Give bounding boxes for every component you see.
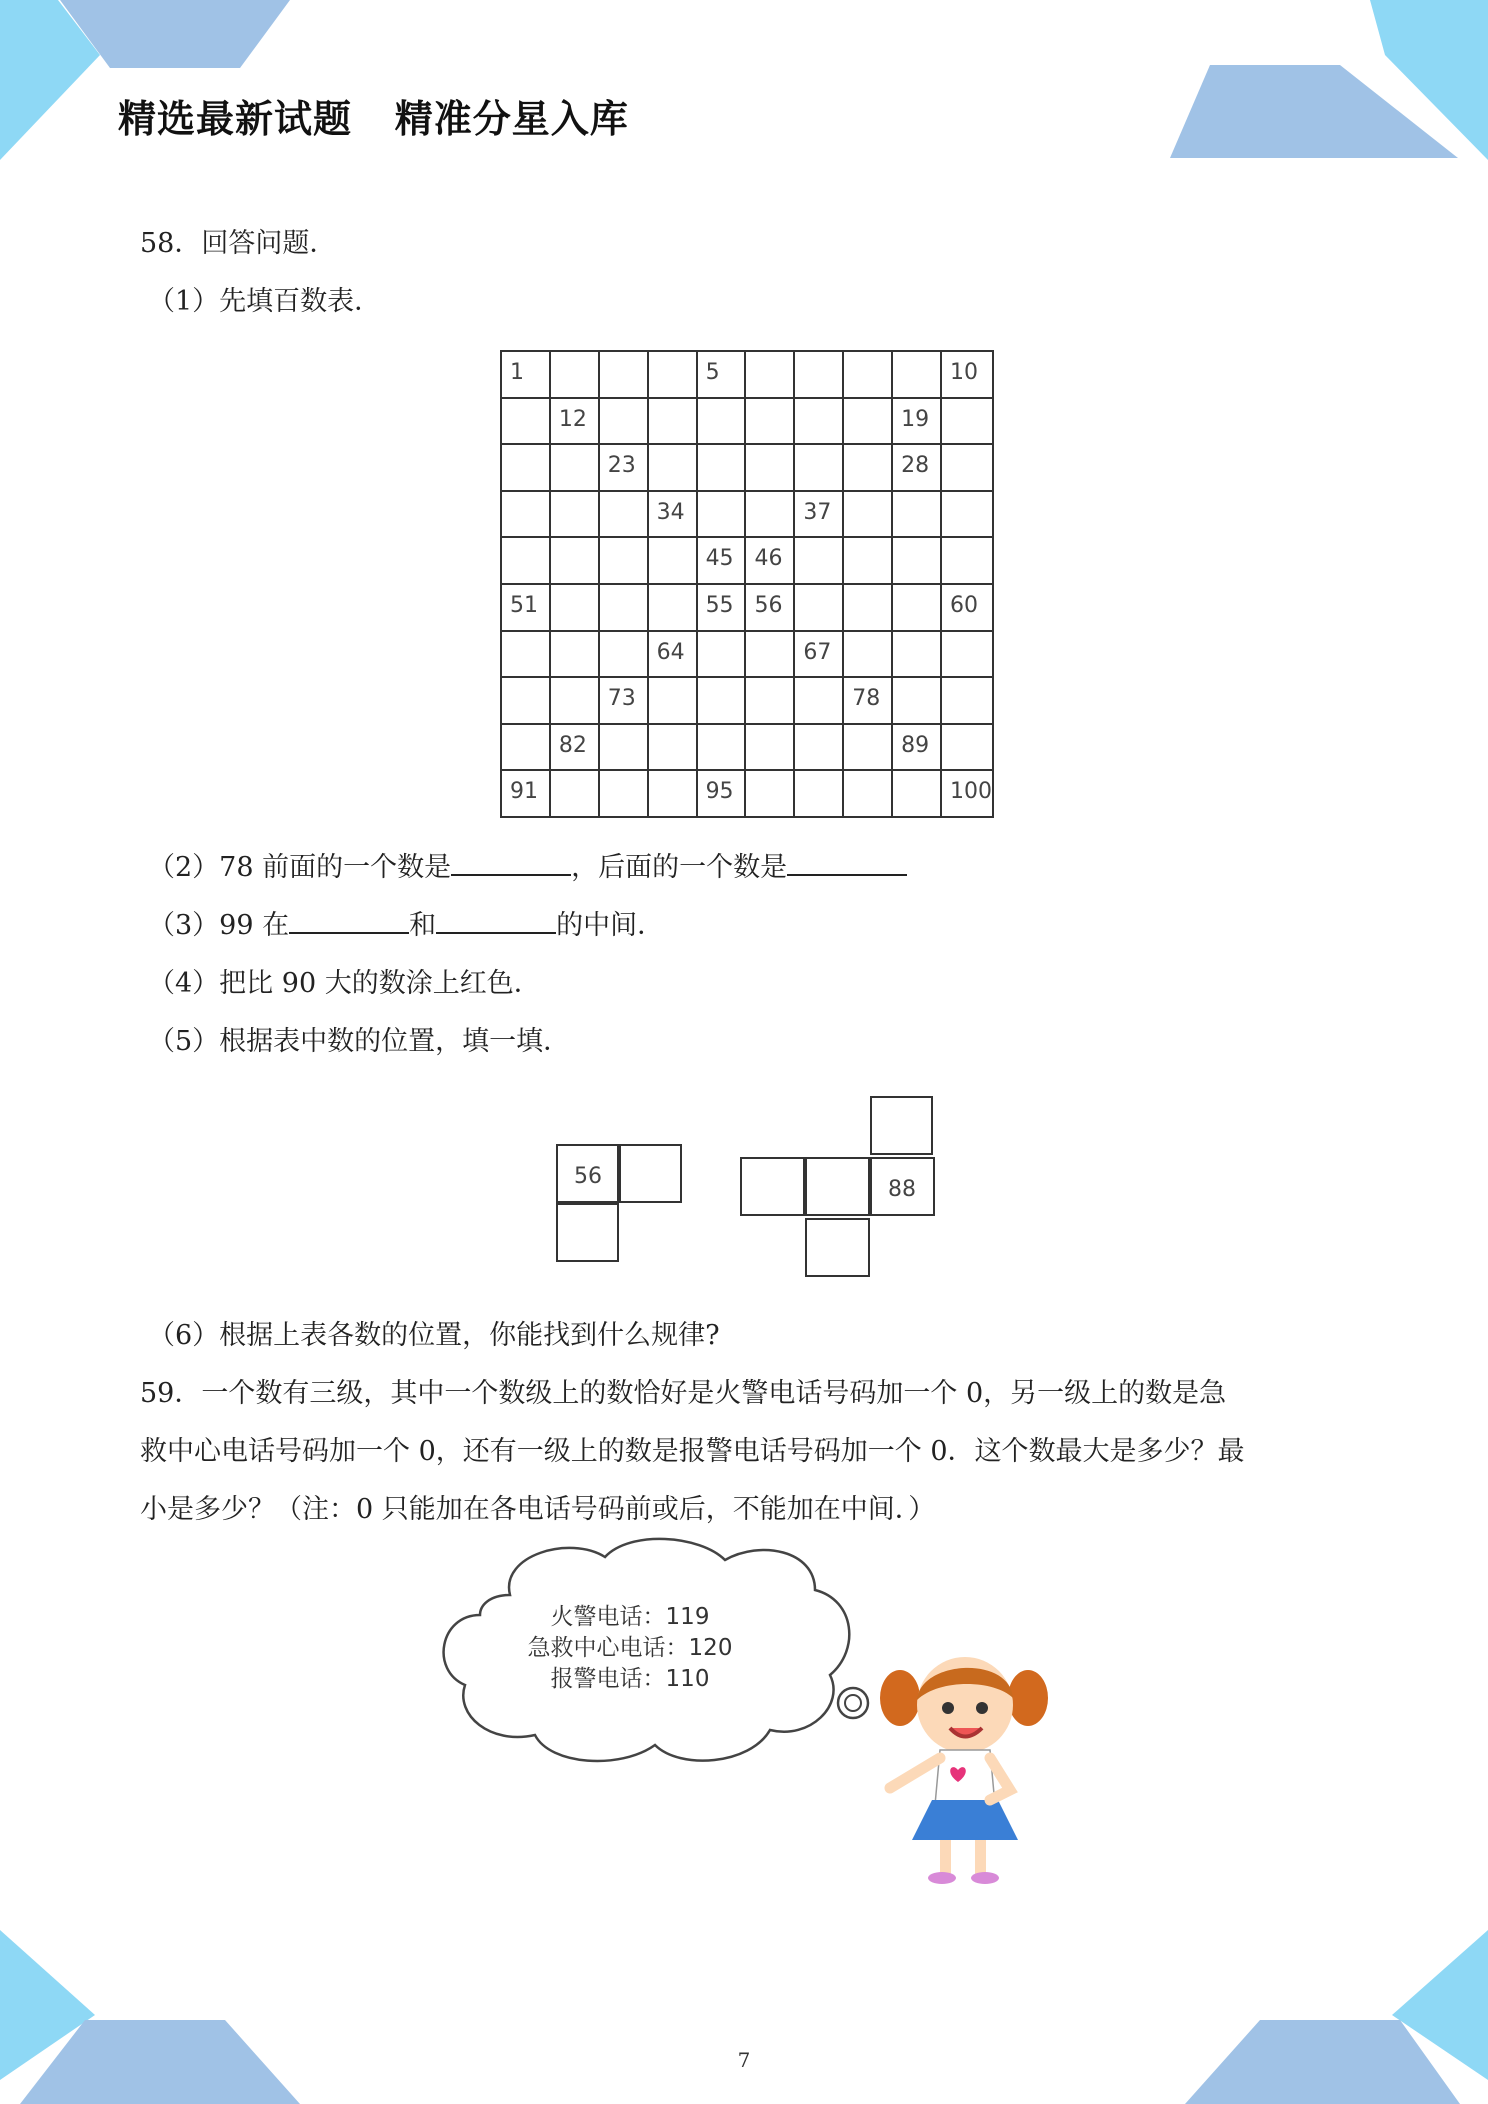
hundred-table-empty-cell[interactable] — [550, 491, 599, 538]
q58-part3-text-b: 和 — [409, 910, 437, 941]
hundred-table-empty-cell[interactable] — [648, 398, 697, 445]
hundred-table-empty-cell[interactable] — [697, 398, 746, 445]
hundred-table-empty-cell[interactable] — [697, 444, 746, 491]
hundred-table — [500, 350, 994, 818]
thought-bubble-text — [515, 1602, 745, 1695]
hundred-table-empty-cell[interactable] — [843, 770, 892, 817]
hundred-table-cell: 91 — [501, 770, 550, 817]
hundred-table-empty-cell[interactable] — [745, 631, 794, 678]
hundred-table-empty-cell[interactable] — [550, 584, 599, 631]
hundred-table-empty-cell[interactable] — [697, 491, 746, 538]
hundred-table-empty-cell[interactable] — [843, 351, 892, 398]
bottom-right-decoration — [1160, 1930, 1488, 2104]
page-number: 7 — [737, 2048, 751, 2072]
answer-blank-99-right[interactable] — [436, 906, 556, 934]
hundred-table-cell: 45 — [697, 537, 746, 584]
q58-part1: （1）先填百数表． — [148, 286, 382, 317]
answer-blank-99-left[interactable] — [289, 906, 409, 934]
hundred-table-empty-cell[interactable] — [648, 677, 697, 724]
hundred-table-empty-cell[interactable] — [745, 351, 794, 398]
hundred-table-empty-cell[interactable] — [501, 677, 550, 724]
q58-part3-text-a: （3）99 在 — [148, 910, 290, 941]
q58-part4: （4）把比 90 大的数涂上红色． — [148, 968, 541, 999]
hundred-table-empty-cell[interactable] — [599, 724, 648, 771]
figure-cell-blank[interactable] — [740, 1157, 805, 1216]
q58-part2 — [148, 848, 907, 888]
answer-blank-after-78[interactable] — [787, 848, 907, 876]
q58-part3-text-c: 的中间． — [556, 910, 665, 941]
bubble-line-fire: 火警电话：119 — [550, 1604, 710, 1630]
hundred-table-cell: 67 — [794, 631, 843, 678]
hundred-table-empty-cell[interactable] — [745, 770, 794, 817]
figure-value-88: 88 — [888, 1177, 916, 1202]
hundred-table-cell: 28 — [892, 444, 941, 491]
hundred-table-empty-cell[interactable] — [941, 537, 993, 584]
hundred-table-empty-cell[interactable] — [843, 444, 892, 491]
hundred-table-empty-cell[interactable] — [745, 491, 794, 538]
hundred-table-row — [501, 444, 993, 491]
hundred-table-cell: 89 — [892, 724, 941, 771]
answer-blank-before-78[interactable] — [451, 848, 571, 876]
hundred-table-empty-cell[interactable] — [501, 444, 550, 491]
hundred-table-cell: 34 — [648, 491, 697, 538]
girl-illustration — [870, 1650, 1060, 1890]
bottom-left-decoration — [0, 1930, 320, 2104]
hundred-table-empty-cell[interactable] — [599, 537, 648, 584]
hundred-table-empty-cell[interactable] — [648, 724, 697, 771]
hundred-table-cell: 10 — [941, 351, 993, 398]
hundred-table-empty-cell[interactable] — [501, 491, 550, 538]
hundred-table-empty-cell[interactable] — [892, 584, 941, 631]
hundred-table-empty-cell[interactable] — [941, 444, 993, 491]
bubble-line-police: 报警电话：110 — [550, 1666, 710, 1692]
hundred-table-empty-cell[interactable] — [599, 398, 648, 445]
figure-cell-blank[interactable] — [619, 1144, 682, 1203]
hundred-table-empty-cell[interactable] — [794, 724, 843, 771]
hundred-table-cell: 5 — [697, 351, 746, 398]
q59-line3: 小是多少？（注：0 只能加在各电话号码前或后，不能加在中间．） — [140, 1494, 936, 1525]
bubble-line-ambulance: 急救中心电话：120 — [527, 1635, 733, 1661]
hundred-table-empty-cell[interactable] — [648, 537, 697, 584]
hundred-table-empty-cell[interactable] — [843, 398, 892, 445]
figure-cell-88 — [870, 1157, 935, 1216]
hundred-table-cell: 1 — [501, 351, 550, 398]
figure-cell-blank[interactable] — [805, 1157, 870, 1216]
hundred-table-empty-cell[interactable] — [941, 491, 993, 538]
hundred-table-empty-cell[interactable] — [550, 677, 599, 724]
q58-part2-text-b: ，后面的一个数是 — [571, 852, 788, 883]
hundred-table-cell: 100 — [941, 770, 993, 817]
hundred-table-cell: 82 — [550, 724, 599, 771]
hundred-table-empty-cell[interactable] — [550, 444, 599, 491]
hundred-table-cell: 46 — [745, 537, 794, 584]
hundred-table-cell: 78 — [843, 677, 892, 724]
hundred-table-row — [501, 677, 993, 724]
hundred-table-cell: 23 — [599, 444, 648, 491]
hundred-table-empty-cell[interactable] — [745, 444, 794, 491]
figure-cell-56 — [556, 1144, 619, 1203]
hundred-table-empty-cell[interactable] — [892, 677, 941, 724]
hundred-table-row — [501, 631, 993, 678]
hundred-table-cell: 64 — [648, 631, 697, 678]
hundred-table-empty-cell[interactable] — [648, 584, 697, 631]
hundred-table-empty-cell[interactable] — [745, 677, 794, 724]
hundred-table-empty-cell[interactable] — [941, 398, 993, 445]
hundred-table-empty-cell[interactable] — [794, 398, 843, 445]
hundred-table-row — [501, 351, 993, 398]
hundred-table-cell: 95 — [697, 770, 746, 817]
figure-cell-blank[interactable] — [805, 1218, 870, 1277]
hundred-table-empty-cell[interactable] — [599, 584, 648, 631]
figure-cell-blank[interactable] — [556, 1203, 619, 1262]
hundred-table-cell: 60 — [941, 584, 993, 631]
hundred-table-empty-cell[interactable] — [843, 491, 892, 538]
hundred-table-row — [501, 491, 993, 538]
hundred-table-empty-cell[interactable] — [843, 724, 892, 771]
q58-title: 58．回答问题． — [140, 228, 337, 259]
hundred-table-empty-cell[interactable] — [501, 724, 550, 771]
hundred-table-empty-cell[interactable] — [697, 631, 746, 678]
q58-part3 — [148, 906, 664, 946]
hundred-table-empty-cell[interactable] — [892, 351, 941, 398]
hundred-table-empty-cell[interactable] — [794, 444, 843, 491]
hundred-table-cell: 19 — [892, 398, 941, 445]
hundred-table-empty-cell[interactable] — [550, 770, 599, 817]
hundred-table-empty-cell[interactable] — [794, 584, 843, 631]
hundred-table-cell: 51 — [501, 584, 550, 631]
hundred-table-empty-cell[interactable] — [843, 537, 892, 584]
hundred-table-empty-cell[interactable] — [794, 537, 843, 584]
hundred-table-cell: 73 — [599, 677, 648, 724]
q59-line1: 59．一个数有三级，其中一个数级上的数恰好是火警电话号码加一个 0，另一级上的数是急 — [140, 1378, 1227, 1409]
hundred-table-empty-cell[interactable] — [550, 537, 599, 584]
q58-part2-text-a: （2）78 前面的一个数是 — [148, 852, 452, 883]
hundred-table-empty-cell[interactable] — [599, 351, 648, 398]
hundred-table-empty-cell[interactable] — [794, 677, 843, 724]
hundred-table-empty-cell[interactable] — [941, 677, 993, 724]
hundred-table-empty-cell[interactable] — [501, 398, 550, 445]
hundred-table-cell: 56 — [745, 584, 794, 631]
q58-part6: （6）根据上表各数的位置，你能找到什么规律? — [148, 1320, 720, 1351]
hundred-table-empty-cell[interactable] — [501, 537, 550, 584]
hundred-table-row — [501, 724, 993, 771]
hundred-table-empty-cell[interactable] — [697, 724, 746, 771]
top-right-decoration — [1170, 0, 1488, 170]
hundred-table-empty-cell[interactable] — [599, 631, 648, 678]
header-title: 精选最新试题 精准分星入库 — [118, 97, 629, 141]
hundred-table-empty-cell[interactable] — [892, 537, 941, 584]
hundred-table-empty-cell[interactable] — [892, 491, 941, 538]
q59-line2: 救中心电话号码加一个 0，还有一级上的数是报警电话号码加一个 0．这个数最大是多少？最 — [140, 1436, 1245, 1467]
hundred-table-empty-cell[interactable] — [892, 631, 941, 678]
hundred-table-empty-cell[interactable] — [843, 631, 892, 678]
hundred-table-empty-cell[interactable] — [843, 584, 892, 631]
hundred-table-row — [501, 537, 993, 584]
hundred-table-empty-cell[interactable] — [648, 770, 697, 817]
hundred-table-empty-cell[interactable] — [550, 631, 599, 678]
hundred-table-cell: 37 — [794, 491, 843, 538]
hundred-table-empty-cell[interactable] — [794, 351, 843, 398]
hundred-table-empty-cell[interactable] — [599, 491, 648, 538]
hundred-table-empty-cell[interactable] — [501, 631, 550, 678]
hundred-table-cell: 55 — [697, 584, 746, 631]
hundred-table-empty-cell[interactable] — [648, 444, 697, 491]
figure-cell-blank[interactable] — [870, 1096, 933, 1155]
hundred-table-empty-cell[interactable] — [599, 770, 648, 817]
hundred-table-empty-cell[interactable] — [648, 351, 697, 398]
hundred-table-empty-cell[interactable] — [550, 351, 599, 398]
hundred-table-empty-cell[interactable] — [941, 631, 993, 678]
hundred-table-row — [501, 770, 993, 817]
hundred-table-row — [501, 584, 993, 631]
hundred-table-empty-cell[interactable] — [794, 770, 843, 817]
hundred-table-cell: 12 — [550, 398, 599, 445]
hundred-table-empty-cell[interactable] — [697, 677, 746, 724]
hundred-table-row — [501, 398, 993, 445]
q58-part5: （5）根据表中数的位置，填一填． — [148, 1026, 571, 1057]
hundred-table-empty-cell[interactable] — [745, 724, 794, 771]
hundred-table-empty-cell[interactable] — [941, 724, 993, 771]
hundred-table-empty-cell[interactable] — [745, 398, 794, 445]
figure-value-56: 56 — [574, 1164, 602, 1189]
hundred-table-empty-cell[interactable] — [892, 770, 941, 817]
top-left-decoration — [0, 0, 300, 170]
